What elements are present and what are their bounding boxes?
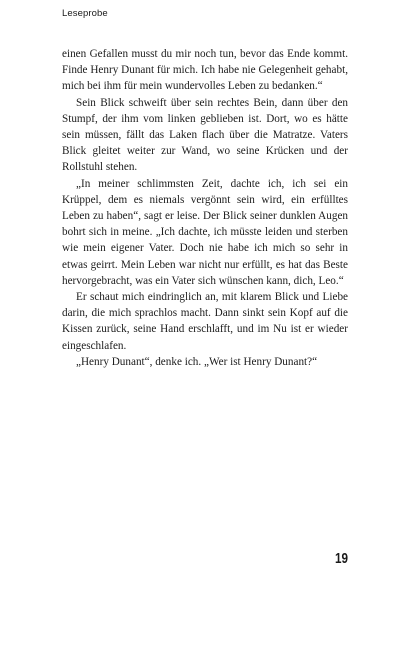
body-text [62, 46, 348, 370]
paragraph-2: Sein Blick schweift über sein rechtes Bein, dann über den Stumpf, der ihm vom linken geblieben ist. Dort, wo es hätte sein müssen, fällt das Laken flach über die Matratze. Vaters Blick gleitet weiter zur Wand, wo seine Krücken und der Rollstuhl stehen. [62, 96, 348, 174]
paragraph-4: Er schaut mich eindringlich an, mit klarem Blick und Liebe darin, die mich sprachlos macht. Dann sinkt sein Kopf auf die Kissen zurück, seine Hand erschlafft, und im Nu ist er wieder eingeschlafen. [62, 291, 348, 352]
paragraph-1: einen Gefallen musst du mir noch tun, bevor das Ende kommt. Finde Henry Dunant für mich. Ich habe nie Gelegenheit gehabt, mich bei ihm für mein wundervolles Leben zu bedanken.“ [62, 48, 348, 93]
paragraph-5: „Henry Dunant“, denke ich. „Wer ist Henry Dunant?“ [76, 355, 318, 368]
running-header: Leseprobe [62, 8, 108, 19]
page-number: 19 [334, 550, 348, 567]
paragraph-3: „In meiner schlimmsten Zeit, dachte ich, ich sei ein Krüppel, dem es niemals vergönnt sein wird, ein erfülltes Leben zu haben“, sagt er leise. Der Blick seiner dunklen Augen bohrt sich in meine. „Ich dachte, ich müsste leiden und sterben wie mein eigener Vater. Doch nie habe ich mich so sehr in etwas geirrt. Mein Leben war nicht nur erfüllt, es hat das Beste hervorgebracht, was ein Vater sich wünschen kann, dich, Leo.“ [62, 177, 348, 287]
